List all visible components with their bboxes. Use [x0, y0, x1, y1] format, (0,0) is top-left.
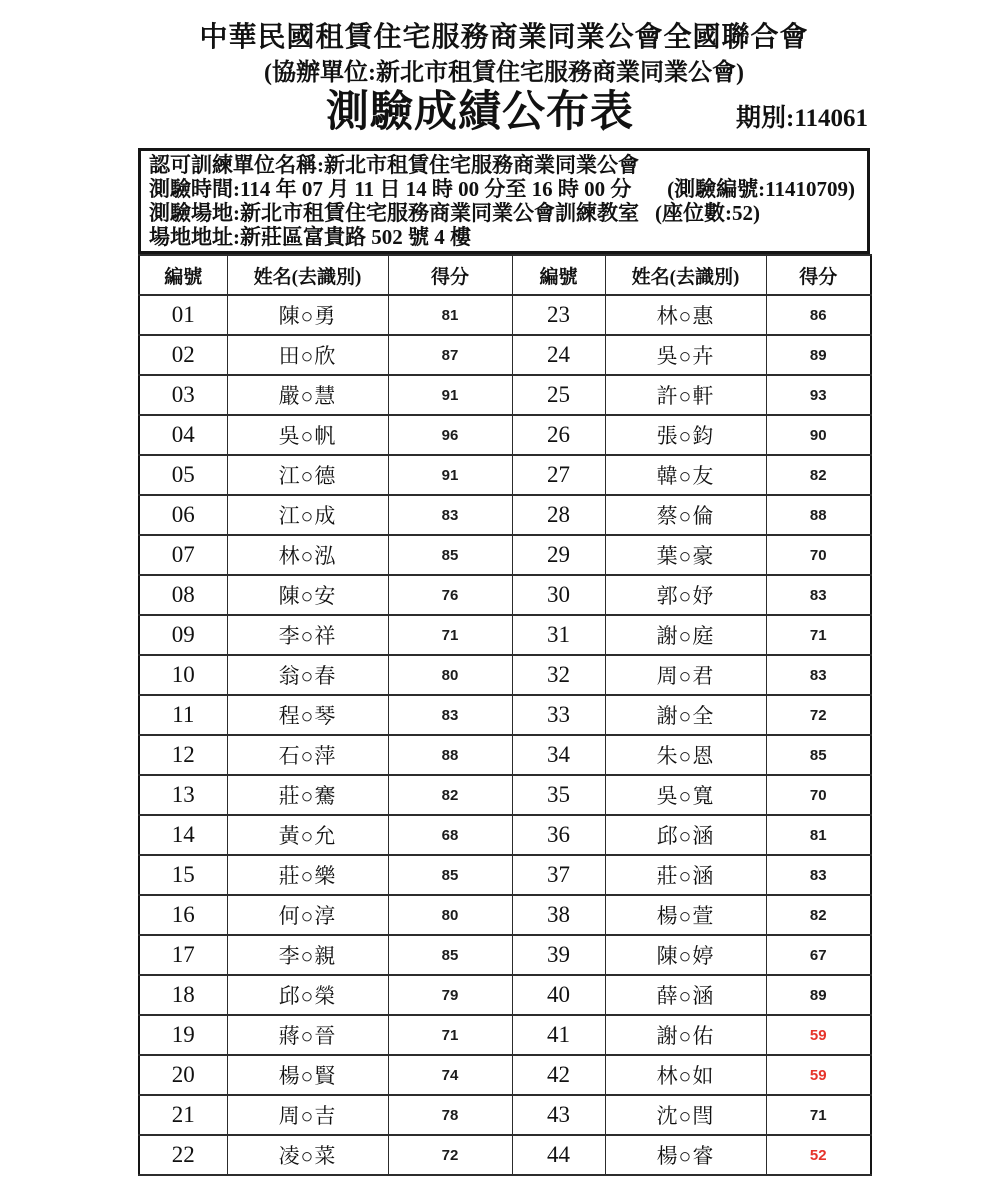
examinee-name-cell: 莊○騫: [227, 775, 388, 815]
examinee-name-cell: 莊○涵: [605, 855, 766, 895]
seat-number-cell: 17: [139, 935, 227, 975]
table-row: [139, 735, 871, 775]
score-cell: 71: [766, 615, 871, 655]
seat-number-cell: 03: [139, 375, 227, 415]
table-row: [139, 1015, 871, 1055]
seat-number-cell: 18: [139, 975, 227, 1015]
score-cell: 96: [388, 415, 512, 455]
seat-number-cell: 37: [512, 855, 605, 895]
score-cell: 76: [388, 575, 512, 615]
seat-number-cell: 32: [512, 655, 605, 695]
seat-number-cell: 26: [512, 415, 605, 455]
score-cell: 93: [766, 375, 871, 415]
score-cell: 71: [388, 615, 512, 655]
score-cell: 80: [388, 655, 512, 695]
examinee-name-cell: 林○惠: [605, 295, 766, 335]
table-row: [139, 655, 871, 695]
venue-address-text: 場地地址:新莊區富貴路 502 號 4 樓: [149, 225, 471, 249]
seat-number-cell: 19: [139, 1015, 227, 1055]
examinee-name-cell: 陳○勇: [227, 295, 388, 335]
table-row: [139, 295, 871, 335]
seat-number-cell: 43: [512, 1095, 605, 1135]
score-col-header: 得分: [766, 255, 871, 295]
seat-number-cell: 39: [512, 935, 605, 975]
examinee-name-cell: 程○琴: [227, 695, 388, 735]
scores-table-body: [139, 295, 871, 1175]
seat-number-cell: 21: [139, 1095, 227, 1135]
examinee-name-cell: 謝○佑: [605, 1015, 766, 1055]
examinee-name-cell: 嚴○慧: [227, 375, 388, 415]
exam-time-line: [149, 177, 857, 201]
seat-number-cell: 35: [512, 775, 605, 815]
seat-number-cell: 30: [512, 575, 605, 615]
examinee-name-cell: 謝○庭: [605, 615, 766, 655]
score-cell: 91: [388, 455, 512, 495]
score-cell: 72: [766, 695, 871, 735]
seat-number-cell: 28: [512, 495, 605, 535]
score-cell: 81: [766, 815, 871, 855]
seat-number-cell: 16: [139, 895, 227, 935]
seat-number-cell: 29: [512, 535, 605, 575]
score-cell: 90: [766, 415, 871, 455]
table-row: [139, 495, 871, 535]
examinee-name-cell: 沈○閆: [605, 1095, 766, 1135]
table-row: [139, 455, 871, 495]
seat-number-cell: 24: [512, 335, 605, 375]
seat-number-cell: 11: [139, 695, 227, 735]
score-cell: 89: [766, 335, 871, 375]
examinee-name-cell: 石○萍: [227, 735, 388, 775]
table-row: [139, 895, 871, 935]
seat-number-cell: 38: [512, 895, 605, 935]
score-cell-fail: 59: [766, 1015, 871, 1055]
score-cell: 80: [388, 895, 512, 935]
examinee-name-cell: 江○成: [227, 495, 388, 535]
seat-number-cell: 12: [139, 735, 227, 775]
table-row: [139, 615, 871, 655]
examinee-name-cell: 薛○涵: [605, 975, 766, 1015]
examinee-name-cell: 林○泓: [227, 535, 388, 575]
examinee-name-cell: 許○軒: [605, 375, 766, 415]
seat-number-cell: 40: [512, 975, 605, 1015]
seat-number-cell: 13: [139, 775, 227, 815]
examinee-name-cell: 黃○允: [227, 815, 388, 855]
examinee-name-cell: 陳○婷: [605, 935, 766, 975]
venue-address-line: [149, 225, 857, 249]
seat-number-cell: 36: [512, 815, 605, 855]
examinee-name-cell: 吳○卉: [605, 335, 766, 375]
examinee-name-cell: 何○淳: [227, 895, 388, 935]
examinee-name-cell: 陳○安: [227, 575, 388, 615]
seat-col-header: 編號: [139, 255, 227, 295]
seat-number-cell: 34: [512, 735, 605, 775]
table-row: [139, 415, 871, 455]
examinee-name-cell: 周○君: [605, 655, 766, 695]
score-cell-fail: 52: [766, 1135, 871, 1175]
examinee-name-cell: 楊○賢: [227, 1055, 388, 1095]
exam-number-note: (測驗編號:11410709): [667, 177, 855, 201]
seat-number-cell: 44: [512, 1135, 605, 1175]
score-cell: 85: [388, 535, 512, 575]
score-cell: 88: [766, 495, 871, 535]
examinee-name-cell: 李○親: [227, 935, 388, 975]
name-col-header: 姓名(去識別): [605, 255, 766, 295]
score-cell: 91: [388, 375, 512, 415]
seat-number-cell: 07: [139, 535, 227, 575]
score-cell: 70: [766, 535, 871, 575]
seat-number-cell: 25: [512, 375, 605, 415]
score-cell: 72: [388, 1135, 512, 1175]
table-row: [139, 855, 871, 895]
score-cell: 74: [388, 1055, 512, 1095]
seat-number-cell: 14: [139, 815, 227, 855]
examinee-name-cell: 江○德: [227, 455, 388, 495]
period-label: 期別:114061: [736, 105, 868, 132]
training-unit-text: 認可訓練單位名稱:新北市租賃住宅服務商業同業公會: [149, 153, 639, 177]
exam-time-text: 測驗時間:114 年 07 月 11 日 14 時 00 分至 16 時 00 分: [149, 177, 632, 201]
seat-number-cell: 22: [139, 1135, 227, 1175]
seat-number-cell: 33: [512, 695, 605, 735]
examinee-name-cell: 吳○帆: [227, 415, 388, 455]
score-cell: 88: [388, 735, 512, 775]
examinee-name-cell: 李○祥: [227, 615, 388, 655]
table-row: [139, 935, 871, 975]
co-organizer-line: (協辦單位:新北市租賃住宅服務商業同業公會): [264, 60, 744, 86]
seat-number-cell: 08: [139, 575, 227, 615]
score-cell: 85: [388, 855, 512, 895]
examinee-name-cell: 莊○樂: [227, 855, 388, 895]
score-cell: 81: [388, 295, 512, 335]
examinee-name-cell: 翁○春: [227, 655, 388, 695]
document-title-row: [138, 90, 870, 138]
score-cell: 82: [388, 775, 512, 815]
table-row: [139, 695, 871, 735]
table-row: [139, 375, 871, 415]
document-title: 測驗成績公布表: [326, 89, 634, 136]
table-row: [139, 535, 871, 575]
organization-title: 中華民國租賃住宅服務商業同業公會全國聯合會: [199, 22, 809, 53]
seat-number-cell: 15: [139, 855, 227, 895]
table-row: [139, 575, 871, 615]
examinee-name-cell: 楊○萱: [605, 895, 766, 935]
table-row: [139, 1055, 871, 1095]
seat-number-cell: 23: [512, 295, 605, 335]
table-row: [139, 335, 871, 375]
examinee-name-cell: 邱○涵: [605, 815, 766, 855]
examinee-name-cell: 林○如: [605, 1055, 766, 1095]
seat-number-cell: 31: [512, 615, 605, 655]
seat-col-header: 編號: [512, 255, 605, 295]
score-cell: 68: [388, 815, 512, 855]
score-cell: 83: [766, 655, 871, 695]
examinee-name-cell: 朱○恩: [605, 735, 766, 775]
score-cell: 85: [766, 735, 871, 775]
table-row: [139, 1095, 871, 1135]
seat-number-cell: 02: [139, 335, 227, 375]
examinee-name-cell: 謝○全: [605, 695, 766, 735]
score-cell: 71: [766, 1095, 871, 1135]
examinee-name-cell: 張○鈞: [605, 415, 766, 455]
score-cell: 67: [766, 935, 871, 975]
score-cell: 83: [766, 575, 871, 615]
seat-number-cell: 09: [139, 615, 227, 655]
score-cell: 83: [766, 855, 871, 895]
table-row: [139, 815, 871, 855]
table-row: [139, 775, 871, 815]
score-cell-fail: 59: [766, 1055, 871, 1095]
table-row: [139, 1135, 871, 1175]
seat-count-note: (座位數:52): [655, 201, 760, 225]
score-cell: 78: [388, 1095, 512, 1135]
score-cell: 82: [766, 455, 871, 495]
name-col-header: 姓名(去識別): [227, 255, 388, 295]
seat-number-cell: 05: [139, 455, 227, 495]
seat-number-cell: 06: [139, 495, 227, 535]
examinee-name-cell: 凌○菜: [227, 1135, 388, 1175]
seat-number-cell: 01: [139, 295, 227, 335]
seat-number-cell: 41: [512, 1015, 605, 1055]
examinee-name-cell: 蔡○倫: [605, 495, 766, 535]
examinee-name-cell: 周○吉: [227, 1095, 388, 1135]
examinee-name-cell: 邱○榮: [227, 975, 388, 1015]
score-cell: 71: [388, 1015, 512, 1055]
examinee-name-cell: 葉○豪: [605, 535, 766, 575]
seat-number-cell: 04: [139, 415, 227, 455]
score-cell: 83: [388, 495, 512, 535]
seat-number-cell: 20: [139, 1055, 227, 1095]
examinee-name-cell: 楊○睿: [605, 1135, 766, 1175]
exam-info-box: [138, 148, 870, 254]
seat-number-cell: 27: [512, 455, 605, 495]
score-cell: 70: [766, 775, 871, 815]
report-content: [138, 0, 870, 1176]
score-cell: 83: [388, 695, 512, 735]
scores-table: [138, 254, 872, 1176]
score-cell: 85: [388, 935, 512, 975]
seat-number-cell: 42: [512, 1055, 605, 1095]
examinee-name-cell: 吳○寬: [605, 775, 766, 815]
score-cell: 86: [766, 295, 871, 335]
examinee-name-cell: 韓○友: [605, 455, 766, 495]
examinee-name-cell: 田○欣: [227, 335, 388, 375]
exam-venue-line: [149, 201, 857, 225]
header-row: [139, 255, 871, 295]
training-unit-line: [149, 153, 857, 177]
score-col-header: 得分: [388, 255, 512, 295]
table-row: [139, 975, 871, 1015]
score-cell: 87: [388, 335, 512, 375]
examinee-name-cell: 郭○妤: [605, 575, 766, 615]
examinee-name-cell: 蔣○晉: [227, 1015, 388, 1055]
score-cell: 82: [766, 895, 871, 935]
exam-venue-text: 測驗場地:新北市租賃住宅服務商業同業公會訓練教室: [149, 201, 639, 225]
seat-number-cell: 10: [139, 655, 227, 695]
score-cell: 89: [766, 975, 871, 1015]
scores-table-head: [139, 255, 871, 295]
score-cell: 79: [388, 975, 512, 1015]
